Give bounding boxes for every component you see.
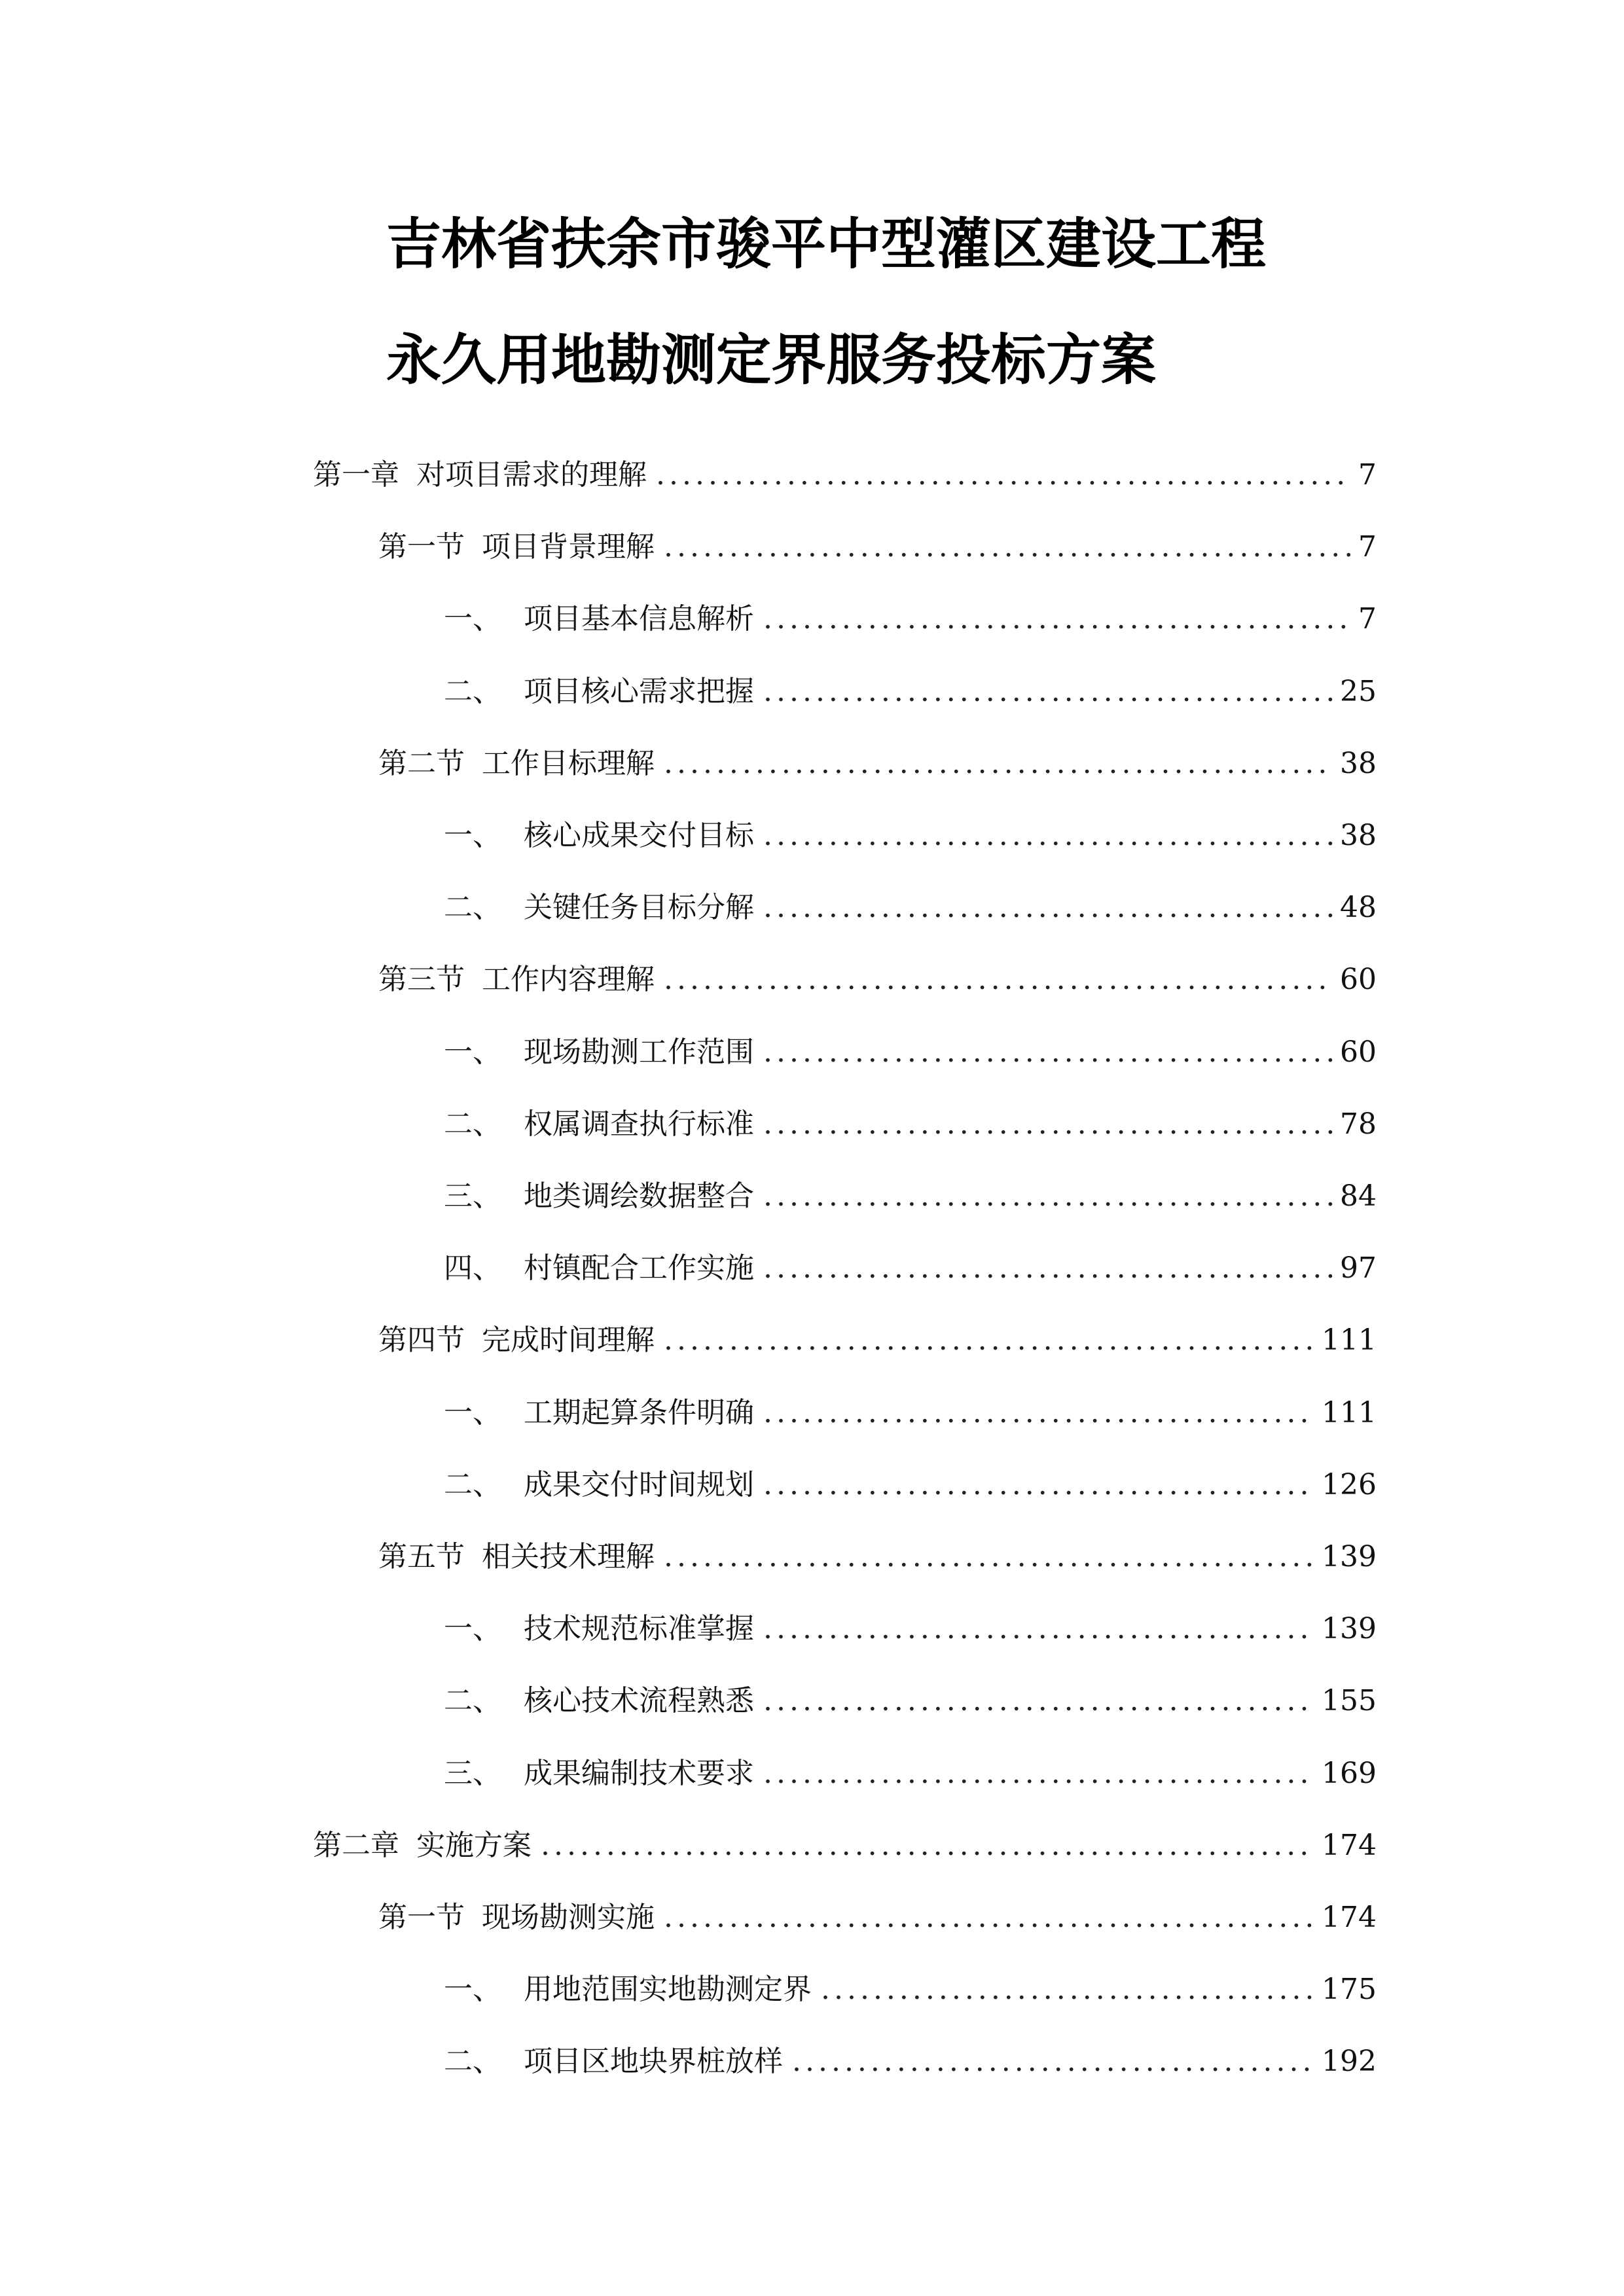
toc-entry[interactable] — [444, 1969, 1377, 2011]
toc-entry-prefix: 一、 — [444, 1973, 501, 2006]
toc-entry-title: 技术规范标准掌握 — [524, 1612, 754, 1645]
toc-entry-prefix: 一、 — [444, 1612, 501, 1645]
toc-entry-title: 项目核心需求把握 — [524, 675, 754, 708]
toc-entry[interactable] — [444, 815, 1377, 857]
toc-entry-page-number: 155 — [1322, 1684, 1377, 1717]
toc-dot-leader — [664, 1897, 1315, 1939]
toc-entry-prefix: 第二节 — [378, 747, 465, 780]
toc-entry-prefix: 第三节 — [378, 963, 465, 996]
toc-entry-prefix: 一、 — [444, 602, 501, 636]
toc-entry-page-number: 174 — [1322, 1829, 1377, 1862]
toc-entry-prefix: 第一节 — [378, 530, 465, 564]
toc-dot-leader — [763, 1031, 1333, 1073]
toc-entry-title: 核心技术流程熟悉 — [524, 1684, 754, 1717]
toc-entry-prefix: 一、 — [444, 1035, 501, 1069]
toc-dot-leader — [763, 671, 1333, 713]
toc-entry-page-number: 126 — [1322, 1468, 1377, 1501]
toc-entry[interactable] — [313, 1825, 1377, 1867]
toc-dot-leader — [763, 1103, 1333, 1145]
toc-dot-leader — [763, 1464, 1315, 1506]
toc-entry-title: 工期起算条件明确 — [524, 1396, 754, 1429]
toc-entry[interactable] — [378, 1319, 1377, 1361]
toc-entry-prefix: 三、 — [444, 1179, 501, 1213]
toc-entry-prefix: 二、 — [444, 1107, 501, 1141]
toc-entry[interactable] — [444, 598, 1377, 640]
toc-entry-title: 成果交付时间规划 — [524, 1468, 754, 1501]
toc-entry[interactable] — [444, 1680, 1377, 1722]
toc-entry-page-number: 48 — [1340, 891, 1377, 924]
toc-entry-page-number: 111 — [1322, 1396, 1377, 1429]
toc-entry-title: 核心成果交付目标 — [524, 819, 754, 852]
toc-dot-leader — [763, 1608, 1315, 1650]
toc-dot-leader — [763, 887, 1333, 929]
toc-entry-page-number: 60 — [1340, 1035, 1377, 1069]
toc-entry[interactable] — [378, 1897, 1377, 1939]
document-title-line-1: 吉林省扶余市骏平中型灌区建设工程 — [386, 212, 1267, 276]
toc-entry-title: 村镇配合工作实施 — [524, 1251, 754, 1285]
toc-entry-title: 完成时间理解 — [482, 1323, 655, 1357]
toc-entry-title: 相关技术理解 — [482, 1540, 655, 1573]
toc-entry-title: 现场勘测实施 — [482, 1901, 655, 1934]
toc-entry-prefix: 第一章 — [313, 458, 399, 492]
toc-entry-prefix: 三、 — [444, 1757, 501, 1790]
toc-entry[interactable] — [444, 1392, 1377, 1434]
toc-dot-leader — [763, 815, 1333, 857]
toc-entry-page-number: 111 — [1322, 1323, 1377, 1357]
toc-entry-page-number: 78 — [1340, 1107, 1377, 1141]
toc-entry-title: 项目区地块界桩放样 — [524, 2045, 783, 2078]
toc-entry[interactable] — [378, 1536, 1377, 1578]
toc-dot-leader — [763, 1175, 1333, 1217]
toc-entry-prefix: 二、 — [444, 2045, 501, 2078]
toc-entry-title: 项目背景理解 — [482, 530, 655, 564]
toc-entry-title: 权属调查执行标准 — [524, 1107, 754, 1141]
toc-entry-page-number: 192 — [1322, 2045, 1377, 2078]
toc-dot-leader — [664, 1536, 1315, 1578]
toc-entry-page-number: 38 — [1340, 819, 1377, 852]
toc-dot-leader — [763, 1392, 1315, 1434]
toc-dot-leader — [763, 598, 1350, 640]
toc-entry-page-number: 7 — [1358, 602, 1377, 636]
toc-entry[interactable] — [444, 2041, 1377, 2083]
toc-entry[interactable] — [444, 1175, 1377, 1217]
toc-dot-leader — [763, 1680, 1315, 1722]
toc-entry-page-number: 175 — [1322, 1973, 1377, 2006]
toc-entry[interactable] — [444, 671, 1377, 713]
toc-entry[interactable] — [444, 887, 1377, 929]
toc-entry-prefix: 二、 — [444, 1684, 501, 1717]
toc-entry-page-number: 7 — [1358, 530, 1377, 564]
toc-entry-page-number: 174 — [1322, 1901, 1377, 1934]
document-title-line-2: 永久用地勘测定界服务投标方案 — [386, 328, 1157, 392]
toc-entry-title: 实施方案 — [416, 1829, 532, 1862]
toc-entry-page-number: 97 — [1340, 1251, 1377, 1285]
toc-entry[interactable] — [444, 1103, 1377, 1145]
toc-entry-prefix: 一、 — [444, 1396, 501, 1429]
toc-entry-title: 成果编制技术要求 — [524, 1757, 754, 1790]
toc-entry-title: 用地范围实地勘测定界 — [524, 1973, 812, 2006]
toc-dot-leader — [664, 1319, 1315, 1361]
toc-entry-title: 地类调绘数据整合 — [524, 1179, 754, 1213]
toc-entry[interactable] — [444, 1608, 1377, 1650]
toc-entry-title: 工作目标理解 — [482, 747, 655, 780]
toc-entry[interactable] — [444, 1464, 1377, 1506]
toc-entry-title: 现场勘测工作范围 — [524, 1035, 754, 1069]
toc-dot-leader — [664, 743, 1333, 785]
toc-entry-page-number: 38 — [1340, 747, 1377, 780]
toc-entry-page-number: 169 — [1322, 1757, 1377, 1790]
toc-entry-prefix: 第二章 — [313, 1829, 399, 1862]
toc-dot-leader — [763, 1247, 1333, 1289]
toc-entry-page-number: 60 — [1340, 963, 1377, 996]
toc-entry-prefix: 第五节 — [378, 1540, 465, 1573]
toc-entry-prefix: 一、 — [444, 819, 501, 852]
toc-entry-title: 工作内容理解 — [482, 963, 655, 996]
toc-entry-prefix: 四、 — [444, 1251, 501, 1285]
toc-dot-leader — [541, 1825, 1315, 1867]
toc-entry-page-number: 84 — [1340, 1179, 1377, 1213]
toc-dot-leader — [763, 1753, 1315, 1795]
toc-dot-leader — [664, 526, 1350, 568]
toc-dot-leader — [821, 1969, 1315, 2011]
toc-entry-prefix: 第四节 — [378, 1323, 465, 1357]
toc-entry[interactable] — [378, 959, 1377, 1001]
toc-entry[interactable] — [313, 454, 1377, 496]
toc-dot-leader — [792, 2041, 1315, 2083]
toc-entry-prefix: 二、 — [444, 1468, 501, 1501]
toc-entry-prefix: 二、 — [444, 675, 501, 708]
toc-entry-page-number: 139 — [1322, 1612, 1377, 1645]
toc-entry[interactable] — [444, 1031, 1377, 1073]
toc-entry-page-number: 139 — [1322, 1540, 1377, 1573]
toc-entry[interactable] — [444, 1247, 1377, 1289]
toc-entry[interactable] — [378, 526, 1377, 568]
toc-entry-page-number: 7 — [1358, 458, 1377, 492]
toc-entry-title: 项目基本信息解析 — [524, 602, 754, 636]
toc-entry-prefix: 二、 — [444, 891, 501, 924]
toc-entry-prefix: 第一节 — [378, 1901, 465, 1934]
toc-entry[interactable] — [378, 743, 1377, 785]
toc-dot-leader — [656, 454, 1350, 496]
toc-entry-title: 对项目需求的理解 — [416, 458, 647, 492]
toc-dot-leader — [664, 959, 1333, 1001]
toc-entry-page-number: 25 — [1340, 675, 1377, 708]
toc-entry-title: 关键任务目标分解 — [524, 891, 754, 924]
toc-entry[interactable] — [444, 1753, 1377, 1795]
